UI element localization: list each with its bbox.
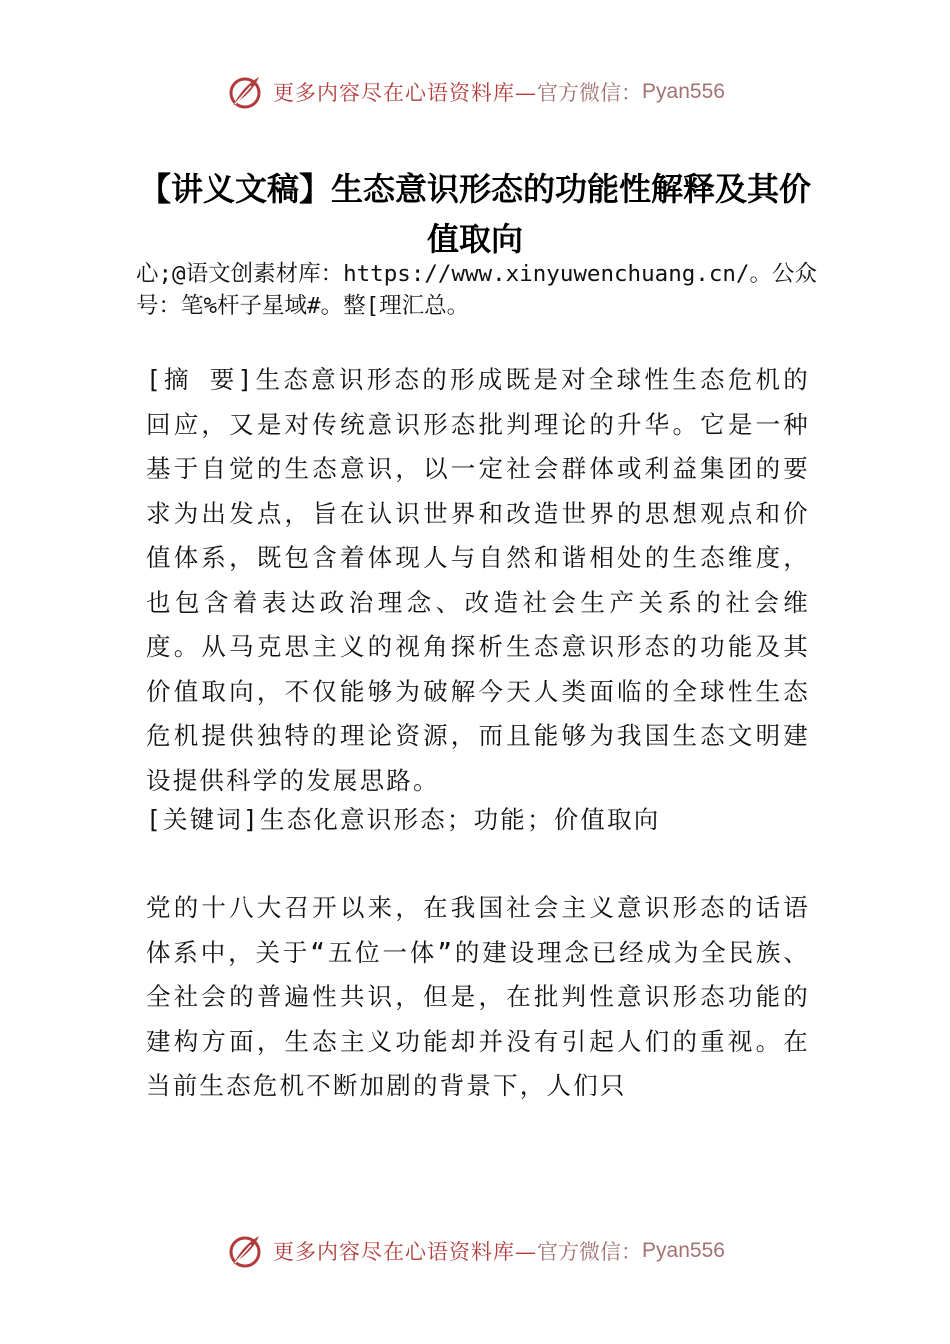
header-banner: [0, 70, 950, 114]
document-title: 【讲义文稿】生态意识形态的功能性解释及其价值取向: [138, 170, 811, 258]
banner-slogan: 更多内容尽在心语资料库—: [273, 1240, 538, 1264]
banner-contact-label: 官方微信：: [537, 1240, 643, 1264]
quill-logo-icon: [225, 1231, 265, 1271]
banner-contact-id: Pyan556: [642, 80, 725, 103]
source-note: 心;@语文创素材库：https://www.xinyuwenchuang.cn/。公众号：笔%杆子星域#。整[理汇总。: [136, 261, 817, 319]
keywords-line: [关键词]生态化意识形态；功能；价值取向: [146, 805, 661, 834]
quill-logo-icon: [225, 72, 265, 112]
banner-slogan: 更多内容尽在心语资料库—: [273, 81, 538, 105]
banner-contact-label: 官方微信：: [537, 81, 643, 105]
footer-banner: [0, 1229, 950, 1273]
body-paragraph: 党的十八大召开以来，在我国社会主义意识形态的话语体系中，关于“五位一体”的建设理念已经成为全民族、全社会的普遍性共识，但是，在批判性意识形态功能的建构方面，生态主义功能却并没有引起人们的重视。在当前生态危机不断加剧的背景下，人们只: [146, 893, 810, 1100]
abstract-paragraph: [摘 要]生态意识形态的形成既是对全球性生态危机的回应，又是对传统意识形态批判理论的升华。它是一种基于自觉的生态意识，以一定社会群体或利益集团的要求为出发点，旨在认识世界和改造世界的思想观点和价值体系，既包含着体现人与自然和谐相处的生态维度，也包含着表达政治理念、改造社会生产关系的社会维度。从马克思主义的视角探析生态意识形态的功能及其价值取向，不仅能够为破解今天人类面临的全球性生态危机提供独特的理论资源，而且能够为我国生态文明建设提供科学的发展思路。: [146, 365, 810, 795]
banner-contact-id: Pyan556: [642, 1239, 725, 1262]
